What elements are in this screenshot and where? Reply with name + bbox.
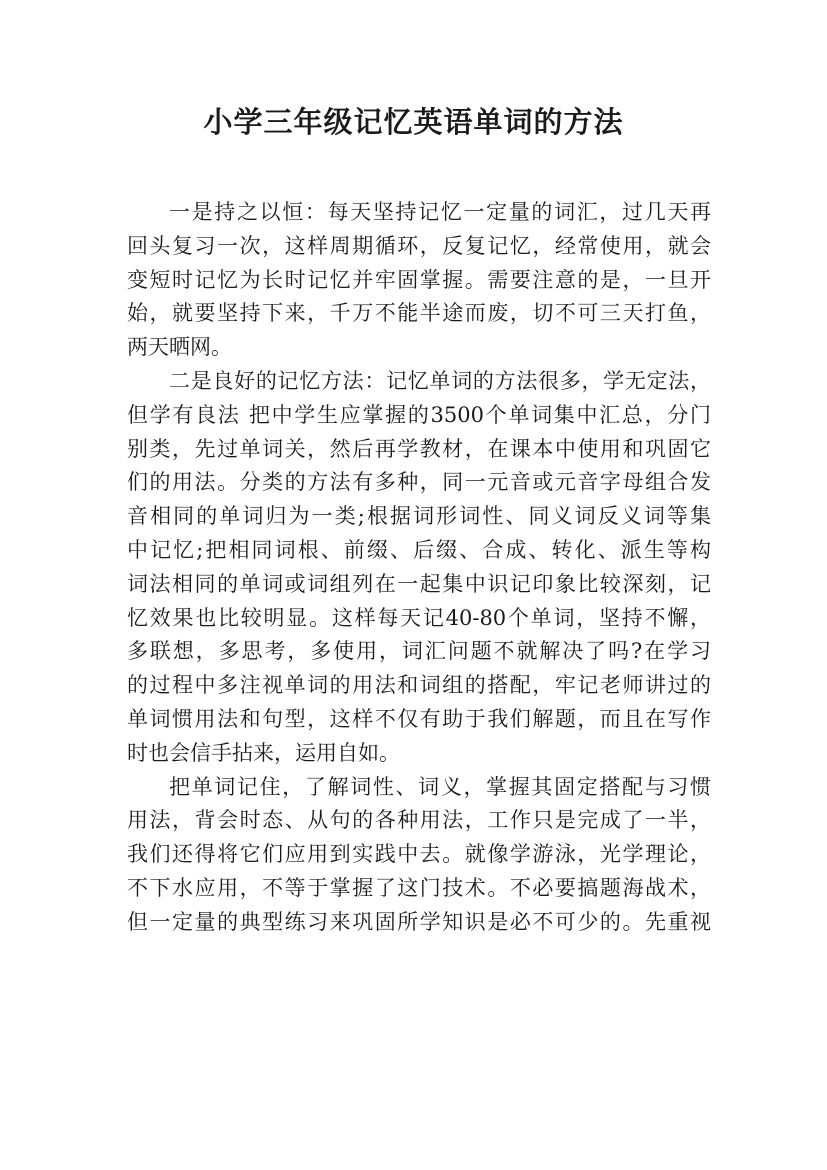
text-line: 一是持之以恒：每天坚持记忆一定量的词汇，过几天再 (169, 200, 711, 224)
text-line: 我们还得将它们应用到实践中去。就像学游泳，光学理论， (127, 842, 711, 867)
document-title: 小学三年级记忆英语单词的方法 (203, 105, 624, 139)
text-line: 中记忆;把相同词根、前缀、后缀、合成、转化、派生等构 (127, 537, 711, 562)
text-line: 用法，背会时态、从句的各种用法，工作只是完成了一半， (127, 808, 711, 833)
text-line: 忆效果也比较明显。这样每天记40-80个单词，坚持不懈， (127, 605, 711, 630)
text-line: 二是良好的记忆方法：记忆单词的方法很多，学无定法， (169, 368, 711, 393)
text-line: 两天晒网。 (127, 335, 232, 360)
text-line: 的过程中多注视单词的用法和词组的搭配，牢记老师讲过的 (127, 673, 711, 698)
document-body (127, 196, 711, 940)
text-line: 把单词记住，了解词性、词义，掌握其固定搭配与习惯 (169, 774, 711, 799)
text-line: 多联想，多思考，多使用，词汇问题不就解决了吗?在学习 (127, 639, 711, 664)
text-line: 音相同的单词归为一类;根据词形词性、同义词反义词等集 (127, 504, 711, 529)
text-line: 始，就要坚持下来，千万不能半途而废，切不可三天打鱼， (127, 301, 711, 326)
text-line: 单词惯用法和句型，这样不仅有助于我们解题，而且在写作 (127, 706, 711, 731)
text-line: 但学有良法 把中学生应掌握的3500个单词集中汇总，分门 (127, 402, 711, 427)
text-line: 别类，先过单词关，然后再学教材，在课本中使用和巩固它 (127, 436, 711, 461)
text-line: 不下水应用，不等于掌握了这门技术。不必要搞题海战术， (127, 875, 711, 900)
text-line: 时也会信手拈来，运用自如。 (127, 740, 400, 765)
text-line: 词法相同的单词或词组列在一起集中识记印象比较深刻，记 (127, 571, 711, 596)
text-line: 回头复习一次，这样周期循环，反复记忆，经常使用，就会 (127, 233, 711, 258)
paragraph-2 (127, 365, 711, 771)
paragraph-1 (127, 196, 711, 365)
text-line: 但一定量的典型练习来巩固所学知识是必不可少的。先重视 (127, 909, 711, 934)
text-line: 们的用法。分类的方法有多种，同一元音或元音字母组合发 (127, 470, 711, 495)
text-line: 变短时记忆为长时记忆并牢固掌握。需要注意的是，一旦开 (127, 267, 711, 292)
paragraph-3 (127, 771, 711, 940)
